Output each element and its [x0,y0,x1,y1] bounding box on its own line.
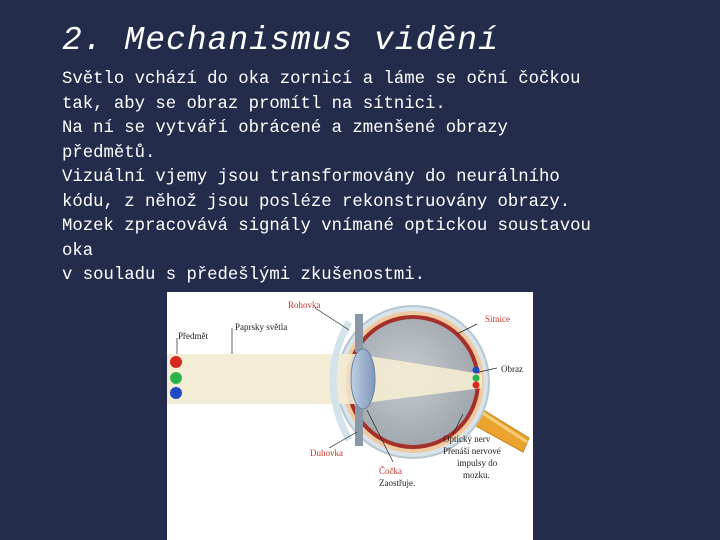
label-zaostruje: Zaostřuje. [379,478,416,488]
label-opticky-nerv: Optický nerv [443,434,491,444]
slide-body [62,68,712,289]
iris [355,314,363,352]
label-predmet: Předmět [178,331,208,341]
label-paprsky: Paprsky světla [235,322,288,332]
body-line: tak, aby se obraz promítl na sítnici. [62,94,446,114]
label-sitnice: Sítnice [485,314,510,324]
lens [351,349,375,409]
label-nerv-desc-2: impulsy do [457,458,498,468]
body-line: Mozek zpracovává signály vnímané optickou soustavou [62,217,591,236]
label-cocka: Čočka [379,466,402,476]
slide-title: 2. Mechanismus vidění [62,22,499,59]
eye-diagram [167,292,533,540]
body-line: Vizuální vjemy jsou transformovány do neurálního [62,168,560,187]
label-rohovka: Rohovka [288,300,321,310]
body-line: Na ní se vytváří obrácené a zmenšené obrazy [62,119,508,138]
image-red-dot [473,382,480,389]
label-duhovka: Duhovka [310,448,343,458]
label-nerv-desc-3: mozku. [463,470,490,480]
body-line: v souladu s předešlými zkušenostmi. [62,266,425,285]
object-red-dot [170,356,182,368]
label-nerv-desc-1: Přenáší nervové [443,446,501,456]
object-green-dot [170,372,182,384]
label-obraz: Obraz [501,364,523,374]
object-blue-dot [170,387,182,399]
body-line: kódu, z něhož jsou posléze rekonstruovány obrazy. [62,192,571,212]
body-line: předmětů. [62,143,156,163]
image-blue-dot [473,367,480,374]
body-line: Světlo vchází do oka zornicí a láme se oční čočkou [62,70,581,89]
image-green-dot [473,375,480,382]
body-line: oka [62,241,94,261]
